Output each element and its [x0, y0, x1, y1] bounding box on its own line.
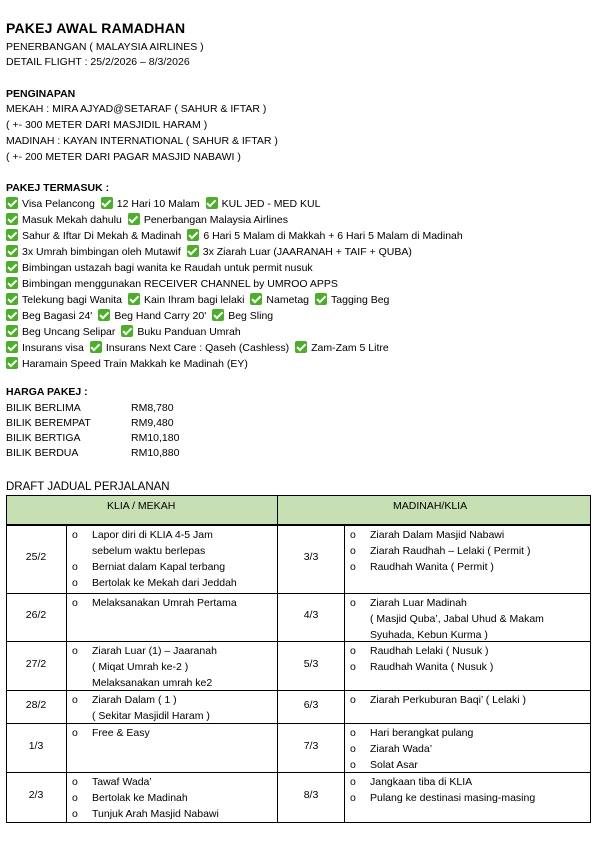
package-heading: PAKEJ TERMASUK :: [6, 182, 110, 194]
activity-text: Ziarah Raudhah – Lelaki ( Permit ): [370, 545, 531, 557]
package-row: [6, 325, 247, 339]
activity-line: [350, 627, 488, 643]
package-item-label: Nametag: [266, 294, 310, 306]
package-item-label: Visa Pelancong: [22, 198, 95, 210]
check-mark-icon: [121, 325, 133, 337]
check-mark-icon: [6, 309, 18, 321]
bullet-icon: o: [350, 792, 356, 804]
package-item-label: Kain Ihram bagi lelaki: [144, 294, 245, 306]
package-row: [6, 213, 294, 227]
activity-line: [72, 675, 212, 691]
package-item: [187, 245, 412, 259]
check-mark-icon: [101, 197, 113, 209]
package-item: [187, 229, 462, 243]
package-item: [6, 213, 122, 227]
package-item-label: 3x Ziarah Luar (JAARANAH + TAIF + QUBA): [202, 246, 412, 258]
package-row: [6, 245, 418, 259]
bullet-icon: o: [350, 597, 356, 609]
check-mark-icon: [98, 309, 110, 321]
activity-text: Berniat dalam Kapal terbang: [92, 561, 226, 573]
package-item: [6, 341, 84, 355]
detail-flight-line: DETAIL FLIGHT : 25/2/2026 – 8/3/2026: [6, 56, 190, 68]
date-cell: 27/2: [25, 657, 47, 670]
package-row: [6, 293, 395, 307]
check-mark-icon: [6, 341, 18, 353]
activity-text: Syuhada, Kebun Kurma ): [370, 629, 488, 641]
date-cell: 26/2: [25, 609, 47, 621]
room-price: RM10,880: [131, 447, 180, 459]
bullet-icon: o: [72, 597, 78, 609]
activity-text: Solat Asar: [370, 759, 418, 771]
bullet-icon: o: [350, 545, 356, 557]
bullet-icon: o: [350, 661, 356, 673]
bullet-icon: o: [350, 529, 356, 541]
check-mark-icon: [6, 197, 18, 209]
activity-line: [72, 725, 150, 741]
activity-line: [72, 643, 217, 659]
package-item-label: Masuk Mekah dahulu: [22, 214, 122, 226]
check-mark-icon: [6, 277, 18, 289]
package-row: [6, 277, 344, 291]
activity-line: [350, 741, 432, 757]
date-cell: 28/2: [25, 698, 47, 711]
accommodation-line: MEKAH : MIRA AJYAD@SETARAF ( SAHUR & IFTAR ): [6, 103, 267, 115]
activity-text: Ziarah Luar (1) – Jaaranah: [92, 645, 217, 657]
bullet-icon: o: [72, 577, 78, 589]
package-row: [6, 229, 469, 243]
activity-text: Ziarah Dalam Masjid Nabawi: [370, 529, 505, 541]
package-item: [128, 293, 244, 307]
date-cell: 4/3: [303, 609, 319, 621]
package-row: [6, 261, 319, 275]
table-row-border: [6, 641, 591, 642]
package-item: [6, 197, 95, 211]
room-price: RM9,480: [131, 417, 174, 429]
check-mark-icon: [6, 293, 18, 305]
check-mark-icon: [6, 229, 18, 241]
package-item-label: Bimbingan menggunakan RECEIVER CHANNEL by UMROO APPS: [22, 278, 338, 290]
activity-line: [72, 790, 188, 806]
room-type: BILIK BERLIMA: [6, 402, 81, 414]
check-mark-icon: [187, 229, 199, 241]
itinerary-table-header: [6, 495, 591, 525]
check-mark-icon: [128, 213, 140, 225]
prices-heading: HARGA PAKEJ :: [6, 386, 88, 398]
activity-line: [72, 708, 210, 724]
bullet-icon: o: [72, 645, 78, 657]
table-row-border: [6, 822, 591, 823]
check-mark-icon: [295, 341, 307, 353]
check-mark-icon: [250, 293, 262, 305]
package-item: [295, 341, 389, 355]
bullet-icon: o: [72, 727, 78, 739]
activity-line: [72, 527, 213, 543]
package-item-label: Insurans Next Care : Qaseh (Cashless): [105, 342, 290, 354]
table-row-border: [6, 593, 591, 594]
activity-text: Ziarah Dalam ( 1 ): [92, 694, 177, 706]
accommodation-line: ( +- 200 METER DARI PAGAR MASJID NABAWI ): [6, 151, 241, 163]
bullet-icon: o: [350, 727, 356, 739]
package-row: [6, 309, 279, 323]
activity-text: Bertolak ke Mekah dari Jeddah: [92, 577, 237, 589]
bullet-icon: o: [72, 776, 78, 788]
package-item: [6, 277, 338, 291]
package-item: [128, 213, 288, 227]
activity-line: [350, 595, 467, 611]
table-row-border: [6, 772, 591, 773]
package-item-label: 3x Umrah bimbingan oleh Mutawif: [22, 246, 181, 258]
price-row: [6, 402, 174, 415]
price-row: [6, 447, 179, 460]
activity-text: Melaksanakan Umrah Pertama: [92, 597, 237, 609]
package-item: [6, 357, 248, 371]
bullet-icon: o: [350, 743, 356, 755]
accommodation-heading: PENGINAPAN: [6, 88, 76, 100]
package-row: [6, 357, 254, 371]
table-divider: [344, 525, 345, 822]
check-mark-icon: [6, 213, 18, 225]
activity-line: [350, 790, 535, 806]
activity-text: Melaksanakan umrah ke2: [92, 677, 213, 689]
check-mark-icon: [90, 341, 102, 353]
activity-text: Hari berangkat pulang: [370, 727, 474, 739]
date-cell: 1/3: [28, 739, 44, 752]
bullet-icon: o: [72, 529, 78, 541]
room-type: BILIK BEREMPAT: [6, 417, 91, 429]
activity-text: sebelum waktu berlepas: [92, 545, 206, 557]
accommodation-line: MADINAH : KAYAN INTERNATIONAL ( SAHUR & IFTAR ): [6, 135, 278, 147]
package-item-label: Zam-Zam 5 Litre: [311, 342, 389, 354]
package-item-label: Tagging Beg: [331, 294, 390, 306]
package-row: [6, 197, 326, 211]
package-row: [6, 341, 395, 355]
column-header-madinah-klia: MADINAH/KLIA: [393, 500, 468, 512]
package-item: [212, 309, 273, 323]
check-mark-icon: [128, 293, 140, 305]
activity-line: [350, 774, 472, 790]
activity-line: [350, 659, 493, 675]
package-item: [6, 325, 115, 339]
bullet-icon: o: [72, 792, 78, 804]
date-cell: 8/3: [303, 789, 319, 801]
activity-line: [350, 757, 418, 773]
activity-text: Bertolak ke Madinah: [92, 792, 188, 804]
package-item: [101, 197, 200, 211]
check-mark-icon: [315, 293, 327, 305]
package-item-label: Beg Sling: [228, 310, 274, 322]
check-mark-icon: [6, 357, 18, 369]
package-item: [6, 245, 181, 259]
activity-text: ( Sekitar Masjidil Haram ): [92, 710, 210, 722]
activity-text: ( Masjid Quba’, Jabal Uhud & Makam: [370, 613, 544, 625]
package-item-label: Sahur & Iftar Di Mekah & Madinah: [22, 230, 182, 242]
package-item: [121, 325, 240, 339]
package-item-label: Insurans visa: [22, 342, 84, 354]
bullet-icon: o: [350, 694, 356, 706]
activity-text: Tunjuk Arah Masjid Nabawi: [92, 808, 219, 820]
bullet-icon: o: [72, 808, 78, 820]
activity-line: [350, 543, 531, 559]
activity-line: [350, 692, 526, 708]
activity-text: Ziarah Perkuburan Baqi’ ( Lelaki ): [370, 694, 527, 706]
column-header-klia-mekah: KLIA / MEKAH: [107, 500, 176, 512]
package-item-label: 12 Hari 10 Malam: [116, 198, 200, 210]
room-price: RM8,780: [131, 402, 174, 414]
package-item-label: Bimbingan ustazah bagi wanita ke Raudah untuk permit nusuk: [22, 262, 313, 274]
activity-text: Ziarah Luar Madinah: [370, 597, 467, 609]
package-item-label: Buku Panduan Umrah: [137, 326, 241, 338]
activity-line: [72, 692, 177, 708]
price-row: [6, 417, 174, 430]
package-item-label: Beg Hand Carry 20': [114, 310, 207, 322]
activity-text: Raudhah Wanita ( Nusuk ): [370, 661, 494, 673]
date-cell: 5/3: [303, 657, 319, 670]
activity-text: Pulang ke destinasi masing-masing: [370, 792, 536, 804]
price-row: [6, 432, 179, 445]
package-item: [315, 293, 389, 307]
activity-line: [72, 595, 237, 611]
activity-text: Raudhah Wanita ( Permit ): [370, 561, 494, 573]
bullet-icon: o: [350, 561, 356, 573]
check-mark-icon: [6, 261, 18, 273]
activity-line: [72, 774, 152, 790]
room-type: BILIK BERDUA: [6, 447, 79, 459]
package-item-label: Penerbangan Malaysia Airlines: [143, 214, 288, 226]
bullet-icon: o: [72, 694, 78, 706]
itinerary-heading: DRAFT JADUAL PERJALANAN: [6, 481, 170, 493]
check-mark-icon: [187, 245, 199, 257]
activity-line: [350, 611, 544, 627]
table-divider: [66, 525, 67, 822]
date-cell: 7/3: [303, 739, 319, 752]
package-item-label: Beg Bagasi 24': [22, 310, 93, 322]
package-item: [6, 229, 181, 243]
bullet-icon: o: [72, 561, 78, 573]
package-item: [250, 293, 309, 307]
activity-line: [72, 575, 237, 591]
package-item: [6, 309, 92, 323]
package-item: [6, 293, 122, 307]
activity-text: Ziarah Wada’: [370, 743, 433, 755]
package-item-label: Telekung bagi Wanita: [22, 294, 123, 306]
package-item-label: Haramain Speed Train Makkah ke Madinah (EY): [22, 358, 248, 370]
date-cell: 6/3: [303, 698, 319, 711]
activity-line: [350, 559, 494, 575]
bullet-icon: o: [350, 776, 356, 788]
date-cell: 25/2: [25, 551, 47, 563]
activity-text: Raudhah Lelaki ( Nusuk ): [370, 645, 489, 657]
date-cell: 2/3: [28, 789, 44, 801]
package-item: [98, 309, 206, 323]
accommodation-line: ( +- 300 METER DARI MASJIDIL HARAM ): [6, 119, 208, 131]
package-item-label: 6 Hari 5 Malam di Makkah + 6 Hari 5 Malam di Madinah: [203, 230, 463, 242]
flight-line: PENERBANGAN ( MALAYSIA AIRLINES ): [6, 41, 204, 53]
bullet-icon: o: [350, 759, 356, 771]
check-mark-icon: [206, 197, 218, 209]
room-price: RM10,180: [131, 432, 180, 444]
activity-line: [72, 543, 205, 559]
package-item: [206, 197, 321, 211]
activity-text: Jangkaan tiba di KLIA: [370, 776, 473, 788]
check-mark-icon: [6, 245, 18, 257]
package-item: [6, 261, 313, 275]
package-item-label: KUL JED - MED KUL: [221, 198, 321, 210]
activity-text: Lapor diri di KLIA 4-5 Jam: [92, 529, 213, 541]
activity-line: [350, 643, 488, 659]
activity-line: [72, 659, 188, 675]
bullet-icon: o: [350, 645, 356, 657]
check-mark-icon: [212, 309, 224, 321]
activity-text: ( Miqat Umrah ke-2 ): [92, 661, 189, 673]
activity-line: [72, 806, 219, 822]
activity-text: Tawaf Wada’: [92, 776, 152, 788]
activity-line: [350, 725, 473, 741]
page-title: PAKEJ AWAL RAMADHAN: [6, 20, 186, 36]
table-row-border: [6, 525, 591, 526]
package-item-label: Beg Uncang Selipar: [22, 326, 116, 338]
room-type: BILIK BERTIGA: [6, 432, 81, 444]
package-item: [90, 341, 289, 355]
date-cell: 3/3: [303, 551, 319, 563]
activity-line: [72, 559, 225, 575]
check-mark-icon: [6, 325, 18, 337]
activity-text: Free & Easy: [92, 727, 150, 739]
activity-line: [350, 527, 504, 543]
